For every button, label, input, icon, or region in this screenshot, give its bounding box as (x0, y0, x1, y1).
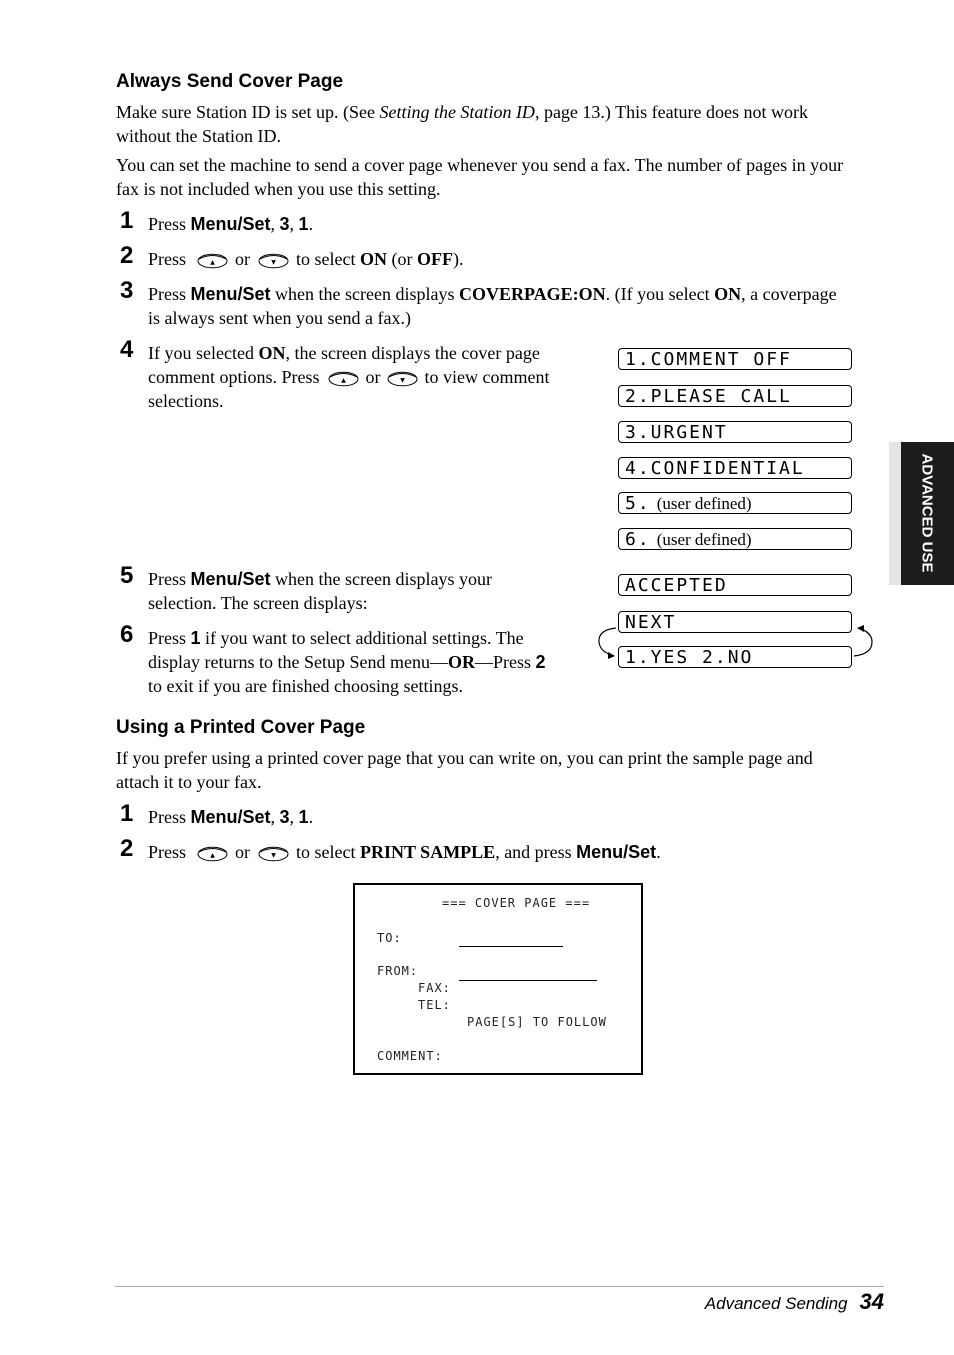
step-number: 2 (120, 835, 134, 862)
step-number: 2 (120, 242, 134, 269)
intro-text: Make sure Station ID is set up. (See (116, 102, 380, 122)
step-text (148, 282, 837, 330)
intro-text: If you prefer using a printed cover page that you can write on, you can print the sample page and (116, 748, 813, 768)
step-text (148, 840, 661, 864)
step-number: 6 (120, 621, 134, 648)
step-word: Press (148, 842, 187, 862)
cover-page-sample (353, 883, 643, 1075)
key-name: Menu/Set (576, 842, 657, 862)
step-word: Press (148, 628, 191, 648)
step-word: Press (148, 214, 191, 234)
screen-message: COVERPAGE:ON (458, 284, 606, 304)
up-arrow-key-icon (197, 845, 228, 862)
intro-text: , page 13.) This feature does not work (534, 102, 809, 122)
intro-text: fax is not included when you use this setting. (116, 179, 441, 199)
cover-to-label: TO: (377, 931, 402, 945)
lcd-text: 4.CONFIDENTIAL (625, 458, 805, 479)
lcd-display (618, 611, 852, 633)
step-word: , (270, 214, 280, 234)
step-number: 4 (120, 336, 134, 363)
step-word: ). (453, 249, 464, 269)
step-number: 3 (120, 277, 134, 304)
step-word: if you want to select additional settings. The (200, 628, 524, 648)
step-word: to select (296, 249, 360, 269)
step-text (148, 626, 546, 698)
page-number: 34 (859, 1289, 884, 1314)
cycle-arrow-right-icon (852, 622, 878, 662)
step-word: to select (296, 842, 360, 862)
down-arrow-key-icon (387, 370, 418, 387)
step-word: , (289, 214, 299, 234)
down-arrow-key-icon (258, 252, 289, 269)
key-name: Menu/Set (190, 284, 271, 304)
lcd-display (618, 457, 852, 479)
key-name: Menu/Set (190, 569, 271, 589)
step-word: when the screen displays (270, 284, 459, 304)
lcd-text: NEXT (625, 612, 677, 633)
lcd-display (618, 385, 852, 407)
cross-reference: Setting the Station ID (379, 102, 535, 122)
key-name: 1 (190, 628, 201, 648)
lcd-text: 1.COMMENT OFF (625, 349, 792, 370)
step-word: Press (148, 569, 191, 589)
print-sample-option: PRINT SAMPLE (360, 842, 496, 862)
step-word: when the screen displays your (270, 569, 492, 589)
option-on: ON (360, 249, 387, 269)
step-word: comment options. Press (148, 367, 320, 387)
step-word: Press (148, 249, 187, 269)
up-arrow-key-icon (197, 252, 228, 269)
intro-paragraph-1 (116, 100, 896, 148)
key-name: 3 (279, 807, 290, 827)
from-line (459, 980, 597, 981)
step-text (148, 805, 313, 829)
step-text (148, 567, 492, 615)
lcd-text: 6. (625, 529, 651, 550)
step-word: selection. The screen displays: (148, 593, 368, 613)
step-word: . (656, 842, 661, 862)
cycle-arrow-left-icon (594, 622, 620, 662)
lcd-display (618, 348, 852, 370)
cover-tel-label: TEL: (418, 998, 451, 1012)
step-word: or (235, 842, 251, 862)
lcd-display (618, 646, 852, 668)
cover-title: === COVER PAGE === (442, 896, 591, 910)
step-word: , (289, 807, 299, 827)
step-word: , and press (495, 842, 577, 862)
step-word: , (270, 807, 280, 827)
key-name: 1 (298, 807, 309, 827)
step-number: 1 (120, 800, 134, 827)
section-title: Using a Printed Cover Page (116, 717, 366, 738)
step-word: to view comment (424, 367, 550, 387)
footer-section: Advanced Sending (704, 1294, 848, 1313)
step-word: is always sent when you send a fax.) (148, 308, 411, 328)
cover-fax-label: FAX: (418, 981, 451, 995)
lcd-text: 5. (625, 493, 651, 514)
step-word: . (308, 807, 314, 827)
intro-text: attach it to your fax. (116, 772, 262, 792)
step-number: 5 (120, 562, 134, 589)
step-word: —Press (474, 652, 536, 672)
step-word: or (235, 249, 251, 269)
step-number: 1 (120, 207, 134, 234)
step-word: , the screen displays the cover page (285, 343, 540, 363)
up-arrow-key-icon (328, 370, 359, 387)
step-text (148, 341, 549, 413)
lcd-note: (user defined) (656, 530, 752, 549)
step-word: . (308, 214, 314, 234)
key-name: 3 (279, 214, 290, 234)
step-word: , a coverpage (741, 284, 837, 304)
lcd-text: ACCEPTED (625, 575, 728, 596)
footer-rule (115, 1286, 884, 1287)
footer (705, 1289, 884, 1315)
option-on: ON (258, 343, 286, 363)
lcd-text: 1.YES 2.NO (625, 647, 754, 668)
lcd-note: (user defined) (656, 494, 752, 513)
step-word: selections. (148, 391, 224, 411)
lcd-text: 3.URGENT (625, 422, 728, 443)
step-word: Press (148, 807, 191, 827)
step-word: or (365, 367, 381, 387)
lcd-display (618, 574, 852, 596)
step-word: If you selected (148, 343, 259, 363)
option-on: ON (714, 284, 742, 304)
key-name: Menu/Set (190, 214, 271, 234)
intro-paragraph-3 (116, 746, 906, 794)
or-keyword: OR (447, 652, 475, 672)
cover-comment-label: COMMENT: (377, 1049, 443, 1063)
key-name: 2 (535, 652, 546, 672)
step-text (148, 247, 464, 271)
intro-paragraph-2 (116, 153, 906, 201)
cover-from-label: FROM: (377, 964, 419, 978)
step-word: Press (148, 284, 191, 304)
step-word: display returns to the Setup Send menu— (148, 652, 448, 672)
section-title: Always Send Cover Page (116, 71, 344, 92)
lcd-text: 2.PLEASE CALL (625, 386, 792, 407)
to-line (459, 946, 563, 947)
side-tab-label: ADVANCED USE (918, 453, 936, 573)
key-name: Menu/Set (190, 807, 271, 827)
option-off: OFF (417, 249, 453, 269)
lcd-display (618, 421, 852, 443)
step-word: to exit if you are finished choosing settings. (148, 676, 463, 696)
lcd-display (618, 492, 852, 514)
cover-pages-label: PAGE[S] TO FOLLOW (467, 1015, 607, 1029)
intro-text: without the Station ID. (116, 126, 281, 146)
intro-text: You can set the machine to send a cover page whenever you send a fax. The number of pages in your (116, 155, 844, 175)
lcd-display (618, 528, 852, 550)
step-word: . (If you select (605, 284, 715, 304)
step-word: (or (387, 249, 417, 269)
down-arrow-key-icon (258, 845, 289, 862)
key-name: 1 (298, 214, 309, 234)
step-text (148, 212, 313, 236)
